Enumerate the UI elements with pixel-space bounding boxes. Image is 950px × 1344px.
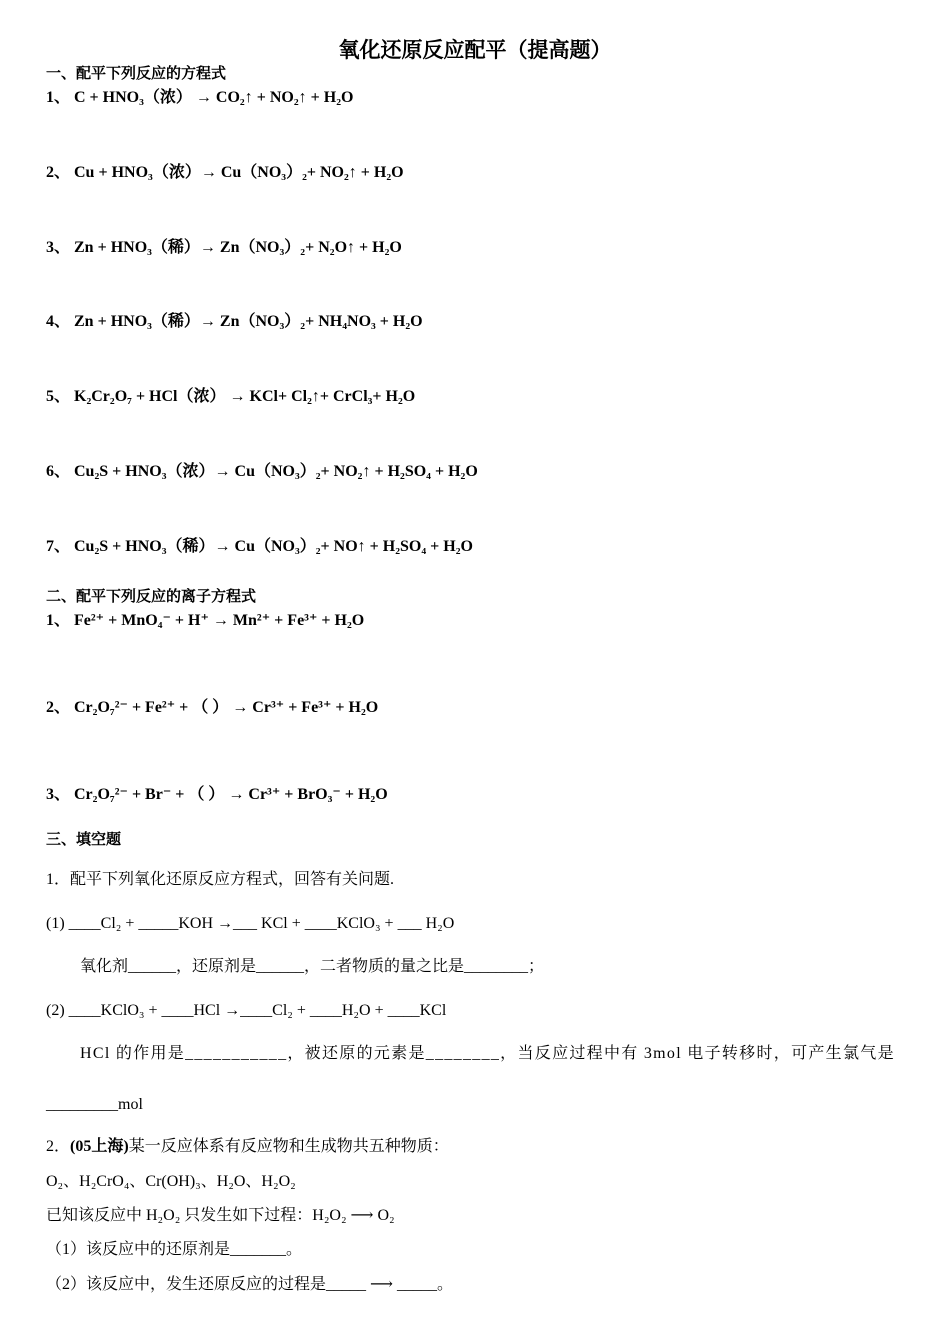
page-title: 氧化还原反应配平（提高题） — [338, 38, 612, 62]
equation-1-6: 6、 Cu₂S + HNO₃（浓）→ Cu（NO₃）₂+ NO₂↑ + H₂SO₄ + H₂O — [46, 463, 478, 480]
section1-heading: 一、配平下列反应的方程式 — [46, 64, 227, 82]
question-2-substances: O₂、H₂CrO₄、Cr(OH)₃、H₂O、H₂O₂ — [46, 1173, 296, 1190]
question-2-known: 已知该反应中 H₂O₂ 只发生如下过程：H₂O₂ ⟶ O₂ — [46, 1207, 395, 1224]
equation-1-3: 3、 Zn + HNO₃（稀）→ Zn（NO₃）₂+ N₂O↑ + H₂O — [46, 239, 402, 256]
question-1-text-3: _________mol — [46, 1096, 143, 1113]
question-1-equation-1: (1) ____Cl₂ + _____KOH →___ KCl + ____KClO₃ + ___ H₂O — [46, 915, 455, 932]
equation-1-5: 5、 K₂Cr₂O₇ + HCl（浓） → KCl+ Cl₂↑+ CrCl₃+ H₂O — [46, 388, 416, 405]
question-2-sub-2: （2）该反应中，发生还原反应的过程是_____ ⟶ _____。 — [46, 1276, 453, 1293]
question-2-source: (05上海) — [70, 1138, 129, 1155]
question-2-intro: 某一反应体系有反应物和生成物共五种物质： — [128, 1138, 449, 1155]
section2-heading: 二、配平下列反应的离子方程式 — [46, 587, 257, 605]
ion-equation-2: 2、 Cr₂O₇²⁻ + Fe²⁺ + （ ） → Cr³⁺ + Fe³⁺ + H₂O — [46, 699, 379, 716]
equation-1-4: 4、 Zn + HNO₃（稀）→ Zn（NO₃）₂+ NH₄NO₃ + H₂O — [46, 313, 423, 330]
equation-1-7: 7、 Cu₂S + HNO₃（稀）→ Cu（NO₃）₂+ NO↑ + H₂SO₄ + H₂O — [46, 538, 473, 555]
question-2-number: 2． — [46, 1138, 71, 1155]
question-2-sub-1: （1）该反应中的还原剂是_______。 — [46, 1241, 303, 1258]
equation-1-2: 2、 Cu + HNO₃（浓）→ Cu（NO₃）₂+ NO₂↑ + H₂O — [46, 164, 404, 181]
equation-1-1: 1、 C + HNO₃（浓） → CO₂↑ + NO₂↑ + H₂O — [46, 89, 354, 106]
ion-equation-1: 1、 Fe²⁺ + MnO₄⁻ + H⁺ → Mn²⁺ + Fe³⁺ + H₂O — [46, 612, 365, 629]
question-1-text-2: HCl 的作用是___________，被还原的元素是________，当反应过程中有 3mol 电子转移时，可产生氯气是 — [80, 1045, 895, 1062]
question-1-text-1: 氧化剂______，还原剂是______，二者物质的量之比是________； — [80, 958, 545, 975]
question-1-equation-2: (2) ____KClO₃ + ____HCl →____Cl₂ + ____H₂O + ____KCl — [46, 1002, 447, 1019]
section3-heading: 三、填空题 — [46, 830, 122, 848]
question-2-intro-line — [46, 1137, 449, 1157]
question-1-intro: 1．配平下列氧化还原反应方程式，回答有关问题. — [46, 871, 395, 888]
ion-equation-3: 3、 Cr₂O₇²⁻ + Br⁻ + （ ） → Cr³⁺ + BrO₃⁻ + H₂O — [46, 786, 388, 803]
